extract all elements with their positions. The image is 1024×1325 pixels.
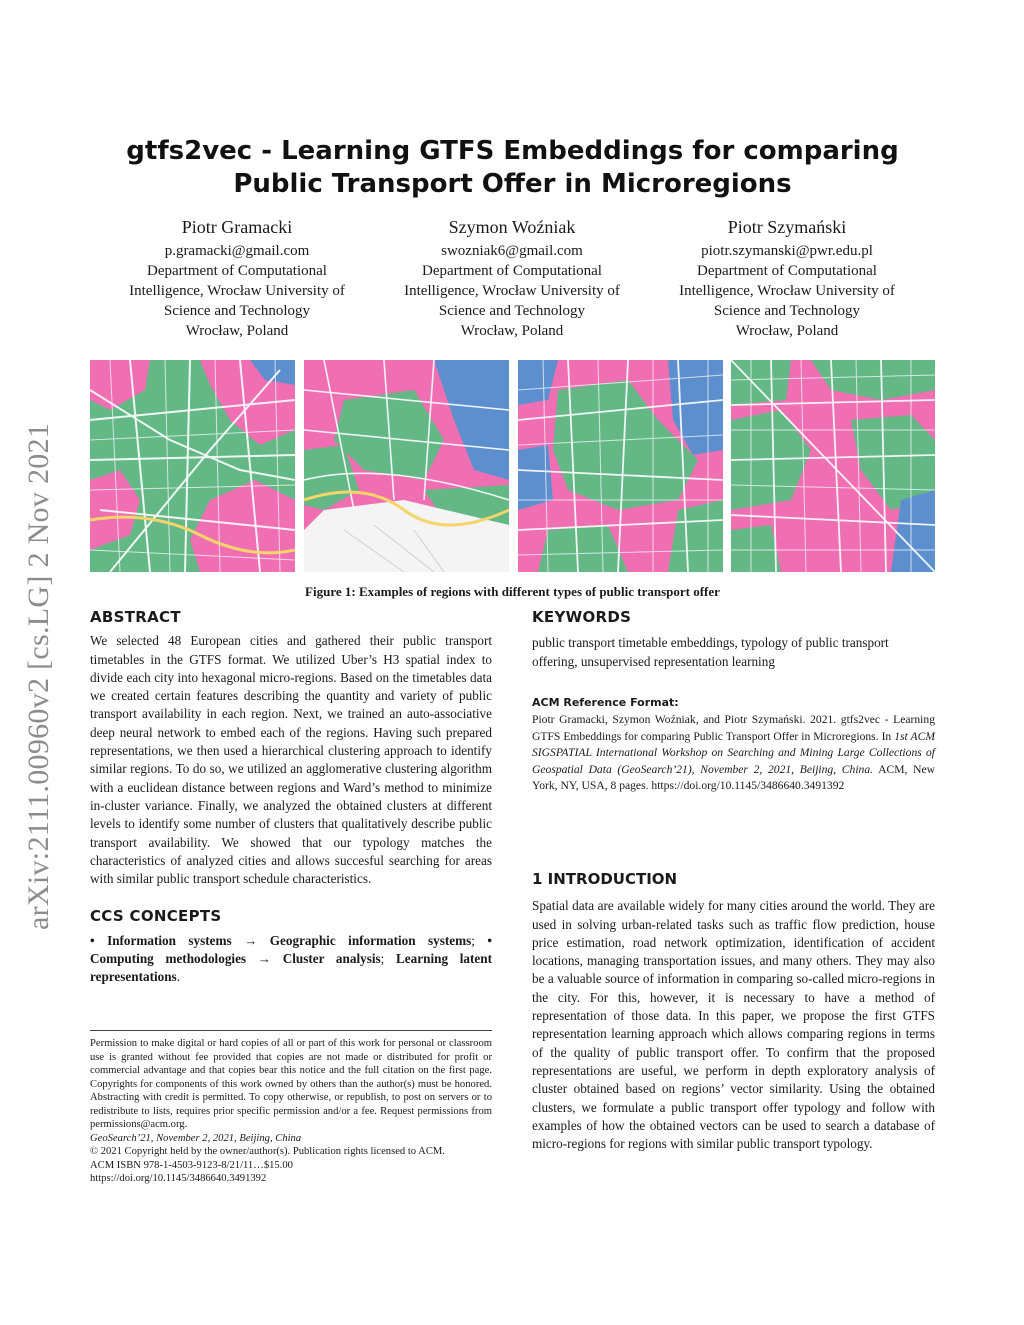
figure-caption: Figure 1: Examples of regions with different types of public transport offer xyxy=(305,584,720,599)
author-affiliation: Science and Technology xyxy=(438,303,586,319)
arxiv-id: arXiv:2111.00960v2 [cs.LG] 2 Nov 2021 xyxy=(22,422,55,930)
author-affiliation: Intelligence, Wrocław University of xyxy=(129,283,345,299)
author-location: Wrocław, Poland xyxy=(735,323,839,339)
author-email: p.gramacki@gmail.com xyxy=(164,243,310,259)
permission-block xyxy=(90,1037,492,1186)
copyright-line: © 2021 Copyright held by the owner/author(s). Publication rights licensed to ACM. xyxy=(90,1146,445,1157)
author-affiliation: Department of Computational xyxy=(147,263,327,279)
intro-heading: 1 INTRODUCTION xyxy=(532,870,678,888)
ccs-concepts: • Information systems → Geographic information systems; • Computing methodologies → Cluster analysis; Learning latent representations. xyxy=(90,932,493,985)
arxiv-stamp xyxy=(17,360,67,930)
left-column xyxy=(90,608,492,987)
ccs-heading: CCS CONCEPTS xyxy=(90,907,222,926)
acm-ref-doi[interactable]: https://doi.org/10.1145/3486640.3491392 xyxy=(651,779,845,792)
author-affiliation: Intelligence, Wrocław University of xyxy=(404,283,620,299)
author-affiliation: Department of Computational xyxy=(697,263,877,279)
map-panel-4 xyxy=(731,360,936,572)
author-email: swozniak6@gmail.com xyxy=(441,243,583,259)
author-affiliation: Department of Computational xyxy=(422,263,602,279)
keywords-text: public transport timetable embeddings, typology of public transport offering, unsupervised representation learning xyxy=(532,635,889,669)
author-block-2 xyxy=(372,215,652,341)
keywords-heading: KEYWORDS xyxy=(532,608,632,626)
map-panel-3 xyxy=(518,360,723,572)
author-location: Wrocław, Poland xyxy=(185,323,289,339)
author-name: Piotr Gramacki xyxy=(181,217,293,237)
map-2 xyxy=(304,360,509,572)
map-1 xyxy=(90,360,295,572)
isbn-line: ACM ISBN 978-1-4503-9123-8/21/11…$15.00 xyxy=(90,1159,293,1171)
map-3 xyxy=(518,360,723,572)
abstract-text: We selected 48 European cities and gathered their public transport timetables in the GTFS format. We utilized Uber’s H3 spatial index to divide each city into hexagonal micro-regions. Based on the timetables data we created certain features describing the quantity and variety of public transport availability in each region. Next, we trained an auto-associative deep neural network to embed each of the regions. Having such prepared representations, we then used a hierarchical clustering approach to identify similar regions. To do so, we utilized an agglomerative clustering algorithm with a euclidean distance between regions and Ward’s method to minimize in-cluster variance. Finally, we analyzed the obtained clusters at different levels to identify some number of clusters that qualitatively describe public transport availability. We showed that our typology matches the characteristics of analyzed cities and allows succesful searching for areas with similar public transport schedule characteristics. xyxy=(90,633,492,887)
map-panel-2 xyxy=(304,360,509,572)
map-4 xyxy=(731,360,935,572)
intro-section xyxy=(532,870,935,1153)
author-block-1 xyxy=(97,215,377,341)
author-name: Piotr Szymański xyxy=(727,217,847,237)
author-affiliation: Science and Technology xyxy=(163,303,311,319)
right-column xyxy=(532,608,935,671)
acm-ref-body: Piotr Gramacki, Szymon Woźniak, and Piotr Szymański. 2021. gtfs2vec - Learning GTFS Embeddings for comparing Public Transport Offer in Microregions. In 1st ACM SIGSPATIAL International Workshop on Searching and Mining Large Collections of Geospatial Data (GeoSearch’21), November 2, 2021, Beijing, China. ACM, New York, NY, USA, 8 pages. https://doi.org/10.1145/3486640.3491392 xyxy=(532,713,935,792)
author-block-3 xyxy=(647,215,927,341)
doi-line: https://doi.org/10.1145/3486640.3491392 xyxy=(90,1173,267,1184)
paper-title: gtfs2vec - Learning GTFS Embeddings for comparing Public Transport Offer in Microregions xyxy=(126,136,899,199)
footnote-rule xyxy=(90,1030,492,1031)
author-location: Wrocław, Poland xyxy=(460,323,564,339)
abstract-heading: ABSTRACT xyxy=(90,608,181,626)
venue-line: GeoSearch’21, November 2, 2021, Beijing, China xyxy=(90,1132,302,1144)
author-affiliation: Science and Technology xyxy=(713,303,861,319)
author-email: piotr.szymanski@pwr.edu.pl xyxy=(701,243,873,259)
acm-reference xyxy=(532,696,935,795)
author-name: Szymon Woźniak xyxy=(448,217,576,237)
intro-text: Spatial data are available widely for many cities around the world. They are used in solving urban-related tasks such as traffic flow prediction, house price estimation, road network optimization, identification of accident locations, managing transportation issues, and many others. They may also be a valuable source of information in comparing so-called micro-regions in the city. For this, however, it is necessary to have a method of representation of those data. In this paper, we propose the first GTFS representation learning approach which allows comparing regions in terms of the quality of public transport offer. To confirm that the proposed representations are useful, we perform in depth exploratory analysis of cluster obtained based on regions’ vector similarity. Using the obtained clusters, we formulate a public transport offer typology and follow with examples of how the obtained vectors can be used to search a database of micro-regions for regions with similar public transport typology. xyxy=(532,898,935,1152)
author-affiliation: Intelligence, Wrocław University of xyxy=(679,283,895,299)
permission-text: Permission to make digital or hard copies of all or part of this work for personal or classroom use is granted without fee provided that copies are not made or distributed for profit or commercial advantage and that copies bear this notice and the full citation on the first page. Copyrights for components of this work owned by others than the author(s) must be honored. Abstracting with credit is permitted. To copy otherwise, or republish, to post on servers or to redistribute to lists, requires prior specific permission and/or a fee. Request permissions from permissions@acm.org. xyxy=(90,1038,492,1130)
acm-ref-heading: ACM Reference Format: xyxy=(532,696,679,709)
map-panel-1 xyxy=(90,360,295,572)
